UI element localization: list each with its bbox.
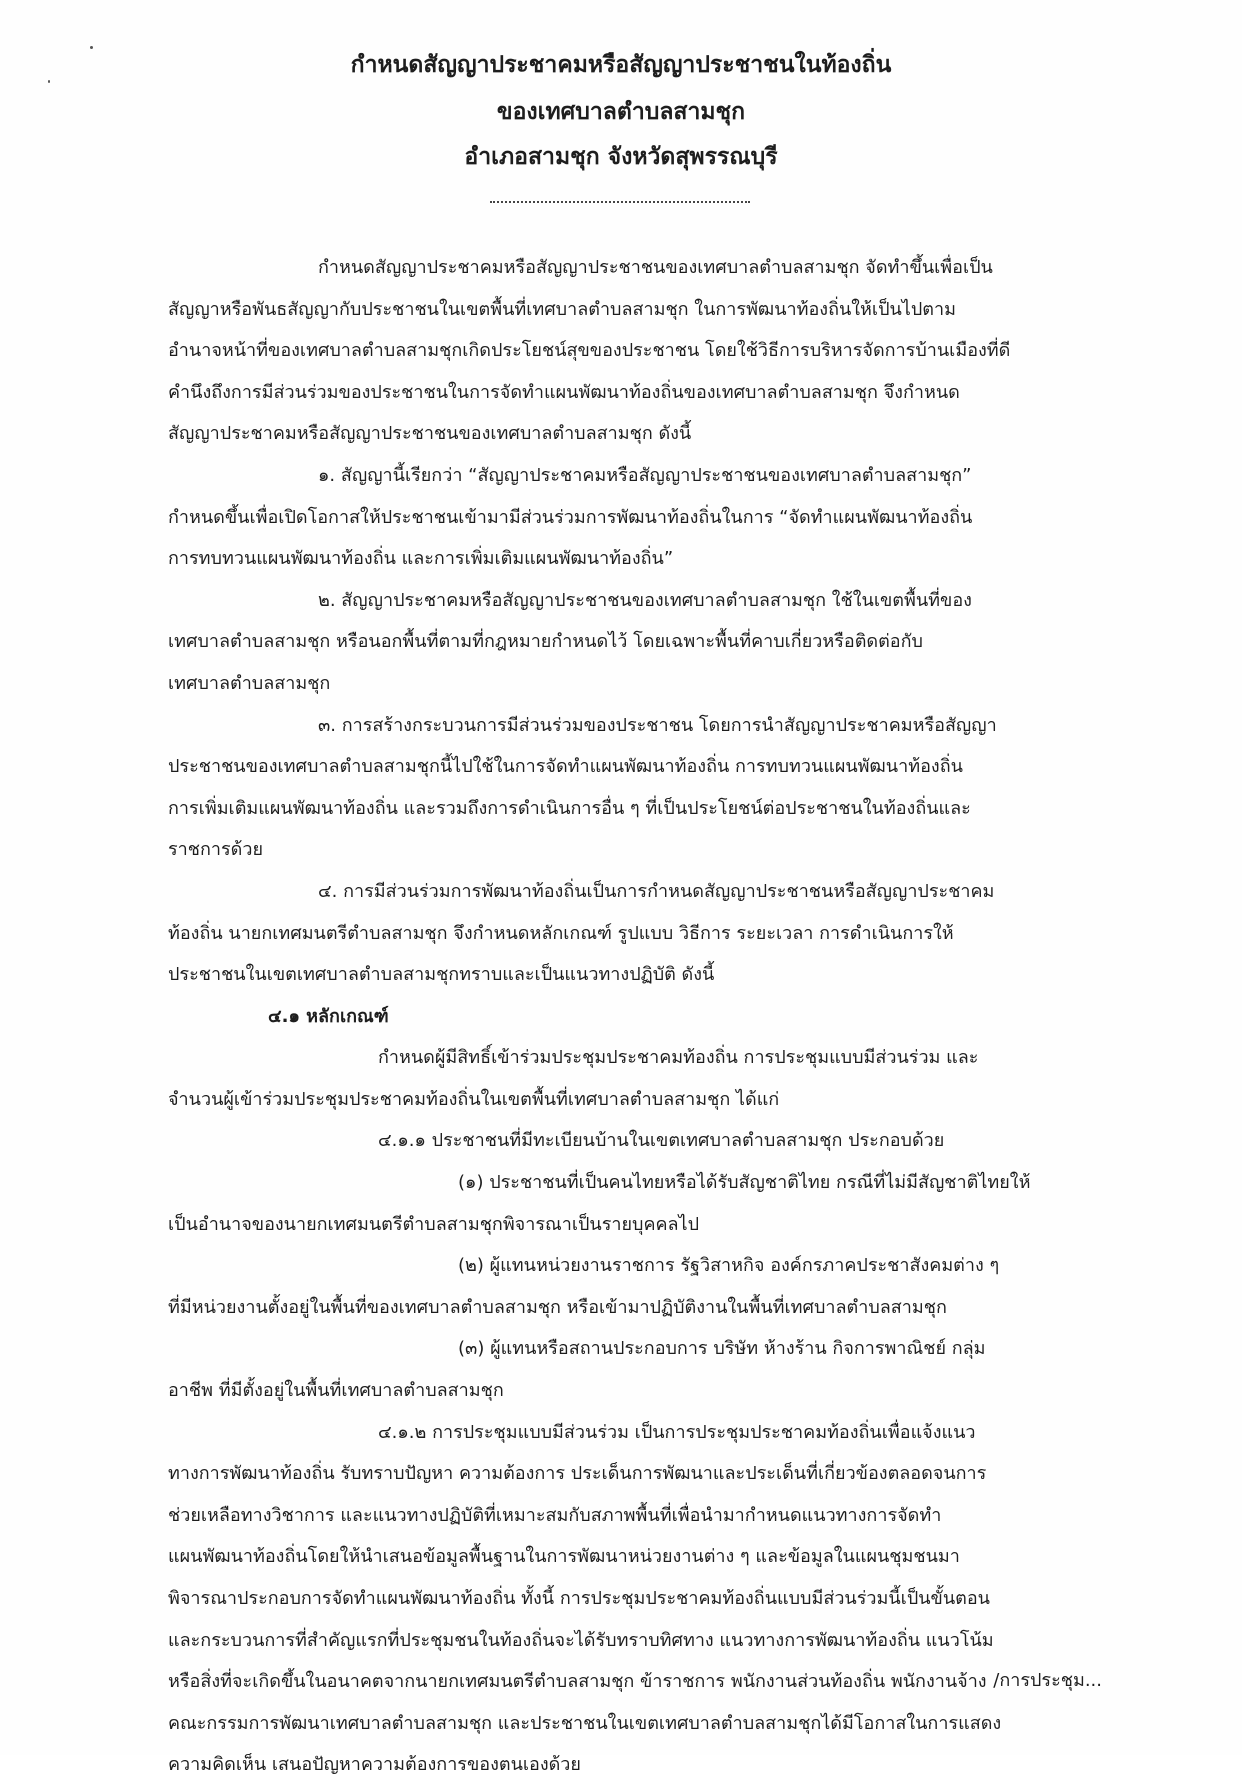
- body-line: กำหนดสัญญาประชาคมหรือสัญญาประชาชนของเทศบาลตำบลสามชุก จัดทำขึ้นเพื่อเป็น: [318, 257, 993, 278]
- body-line: กำหนดขึ้นเพื่อเปิดโอกาสให้ประชาชนเข้ามามีส่วนร่วมการพัฒนาท้องถิ่นในการ “จัดทำแผนพัฒนาท้องถิ่น: [168, 506, 973, 528]
- body-line: อาชีพ ที่มีตั้งอยู่ในพื้นที่เทศบาลตำบลสามชุก: [168, 1380, 504, 1402]
- body-line: พิจารณาประกอบการจัดทำแผนพัฒนาท้องถิ่น ทั้งนี้ การประชุมประชาคมท้องถิ่นแบบมีส่วนร่วมนี้เป็นขั้นตอน: [168, 1588, 990, 1609]
- body-line: การเพิ่มเติมแผนพัฒนาท้องถิ่น และรวมถึงการดำเนินการอื่น ๆ ที่เป็นประโยชน์ต่อประชาชนในท้องถิ่นและ: [168, 797, 971, 819]
- body-line: สัญญาหรือพันธสัญญากับประชาชนในเขตพื้นที่เทศบาลตำบลสามชุก ในการพัฒนาท้องถิ่นให้เป็นไปตาม: [168, 298, 956, 320]
- document-title-line-2: ของเทศบาลตำบลสามชุก: [496, 99, 746, 125]
- clause-4-line: ๔. การมีส่วนร่วมการพัฒนาท้องถิ่นเป็นการกำหนดสัญญาประชาชนหรือสัญญาประชาคม: [318, 880, 995, 902]
- body-line: คณะกรรมการพัฒนาเทศบาลตำบลสามชุก และประชาชนในเขตเทศบาลตำบลสามชุกได้มีโอกาสในการแสดง: [168, 1712, 1002, 1734]
- sub-item-1-line: (๑) ประชาชนที่เป็นคนไทยหรือได้รับสัญชาติไทย กรณีที่ไม่มีสัญชาติไทยให้: [458, 1172, 1031, 1194]
- body-line: จำนวนผู้เข้าร่วมประชุมประชาคมท้องถิ่นในเขตพื้นที่เทศบาลตำบลสามชุก ได้แก่: [168, 1088, 780, 1110]
- body-line: ความคิดเห็น เสนอปัญหาความต้องการของตนเองด้วย: [168, 1754, 581, 1776]
- document-title-line-1: กำหนดสัญญาประชาคมหรือสัญญาประชาชนในท้องถิ่น: [350, 52, 892, 78]
- body-line: ประชาชนในเขตเทศบาลตำบลสามชุกทราบและเป็นแนวทางปฏิบัติ ดังนี้: [168, 964, 715, 986]
- section-4-1-heading: ๔.๑ หลักเกณฑ์: [268, 1005, 389, 1027]
- title-separator-dotted-line: [490, 201, 750, 203]
- body-line: และกระบวนการที่สำคัญแรกที่ประชุมชนในท้องถิ่นจะได้รับทราบทิศทาง แนวทางการพัฒนาท้องถิ่น แนวโน้ม: [168, 1629, 994, 1651]
- body-line: อำนาจหน้าที่ของเทศบาลตำบลสามชุกเกิดประโยชน์สุขของประชาชน โดยใช้วิธีการบริหารจัดการบ้านเมืองที่ดี: [168, 340, 1011, 362]
- body-line: คำนึงถึงการมีส่วนร่วมของประชาชนในการจัดทำแผนพัฒนาท้องถิ่นของเทศบาลตำบลสามชุก จึงกำหนด: [168, 381, 960, 403]
- body-line: ช่วยเหลือทางวิชาการ และแนวทางปฏิบัติที่เหมาะสมกับสภาพพื้นที่เพื่อนำมากำหนดแนวทางการจัดทำ: [168, 1504, 942, 1526]
- body-line: เป็นอำนาจของนายกเทศมนตรีตำบลสามชุกพิจารณาเป็นรายบุคคลไป: [168, 1213, 700, 1235]
- body-line: ราชการด้วย: [168, 839, 264, 861]
- document-body: [168, 247, 1128, 1786]
- clause-3-line: ๓. การสร้างกระบวนการมีส่วนร่วมของประชาชน โดยการนำสัญญาประชาคมหรือสัญญา: [318, 714, 997, 736]
- clause-2-line: ๒. สัญญาประชาคมหรือสัญญาประชาชนของเทศบาลตำบลสามชุก ใช้ในเขตพื้นที่ของ: [318, 589, 972, 611]
- body-line: หรือสิ่งที่จะเกิดขึ้นในอนาคตจากนายกเทศมนตรีตำบลสามชุก ข้าราชการ พนักงานส่วนท้องถิ่น พนักงานจ้าง: [168, 1671, 987, 1693]
- body-line: ท้องถิ่น นายกเทศมนตรีตำบลสามชุก จึงกำหนดหลักเกณฑ์ รูปแบบ วิธีการ ระยะเวลา การดำเนินการให้: [168, 922, 954, 944]
- body-line: เทศบาลตำบลสามชุก หรือนอกพื้นที่ตามที่กฎหมายกำหนดไว้ โดยเฉพาะพื้นที่คาบเกี่ยวหรือติดต่อกับ: [168, 631, 923, 653]
- page-continuation-marker: /การประชุม...: [993, 1670, 1102, 1691]
- sub-item-2-line: (๒) ผู้แทนหน่วยงานราชการ รัฐวิสาหกิจ องค์กรภาคประชาสังคมต่าง ๆ: [458, 1255, 1000, 1277]
- body-line: การทบทวนแผนพัฒนาท้องถิ่น และการเพิ่มเติมแผนพัฒนาท้องถิ่น”: [168, 548, 674, 570]
- body-line: กำหนดผู้มีสิทธิ์เข้าร่วมประชุมประชาคมท้องถิ่น การประชุมแบบมีส่วนร่วม และ: [378, 1047, 979, 1069]
- body-line: สัญญาประชาคมหรือสัญญาประชาชนของเทศบาลตำบลสามชุก ดังนี้: [168, 423, 692, 445]
- item-4-1-1-line: ๔.๑.๑ ประชาชนที่มีทะเบียนบ้านในเขตเทศบาลตำบลสามชุก ประกอบด้วย: [378, 1130, 945, 1152]
- body-line: ประชาชนของเทศบาลตำบลสามชุกนี้ไปใช้ในการจัดทำแผนพัฒนาท้องถิ่น การทบทวนแผนพัฒนาท้องถิ่น: [168, 756, 963, 778]
- body-line: เทศบาลตำบลสามชุก: [168, 672, 331, 694]
- body-line: แผนพัฒนาท้องถิ่นโดยให้นำเสนอข้อมูลพื้นฐานในการพัฒนาหน่วยงานต่าง ๆ และข้อมูลในแผนชุมชนมา: [168, 1546, 960, 1568]
- body-line: ทางการพัฒนาท้องถิ่น รับทราบปัญหา ความต้องการ ประเด็นการพัฒนาและประเด็นที่เกี่ยวข้องตลอดจนการ: [168, 1463, 987, 1485]
- item-4-1-2-line: ๔.๑.๒ การประชุมแบบมีส่วนร่วม เป็นการประชุมประชาคมท้องถิ่นเพื่อแจ้งแนว: [378, 1421, 976, 1443]
- body-line: ที่มีหน่วยงานตั้งอยู่ในพื้นที่ของเทศบาลตำบลสามชุก หรือเข้ามาปฏิบัติงานในพื้นที่เทศบาลตำบลสามชุก: [168, 1296, 947, 1318]
- document-title-line-3: อำเภอสามชุก จังหวัดสุพรรณบุรี: [464, 144, 778, 170]
- clause-1-line: ๑. สัญญานี้เรียกว่า “สัญญาประชาคมหรือสัญญาประชาชนของเทศบาลตำบลสามชุก”: [318, 464, 972, 486]
- sub-item-3-line: (๓) ผู้แทนหรือสถานประกอบการ บริษัท ห้างร้าน กิจการพาณิชย์ กลุ่ม: [458, 1338, 986, 1360]
